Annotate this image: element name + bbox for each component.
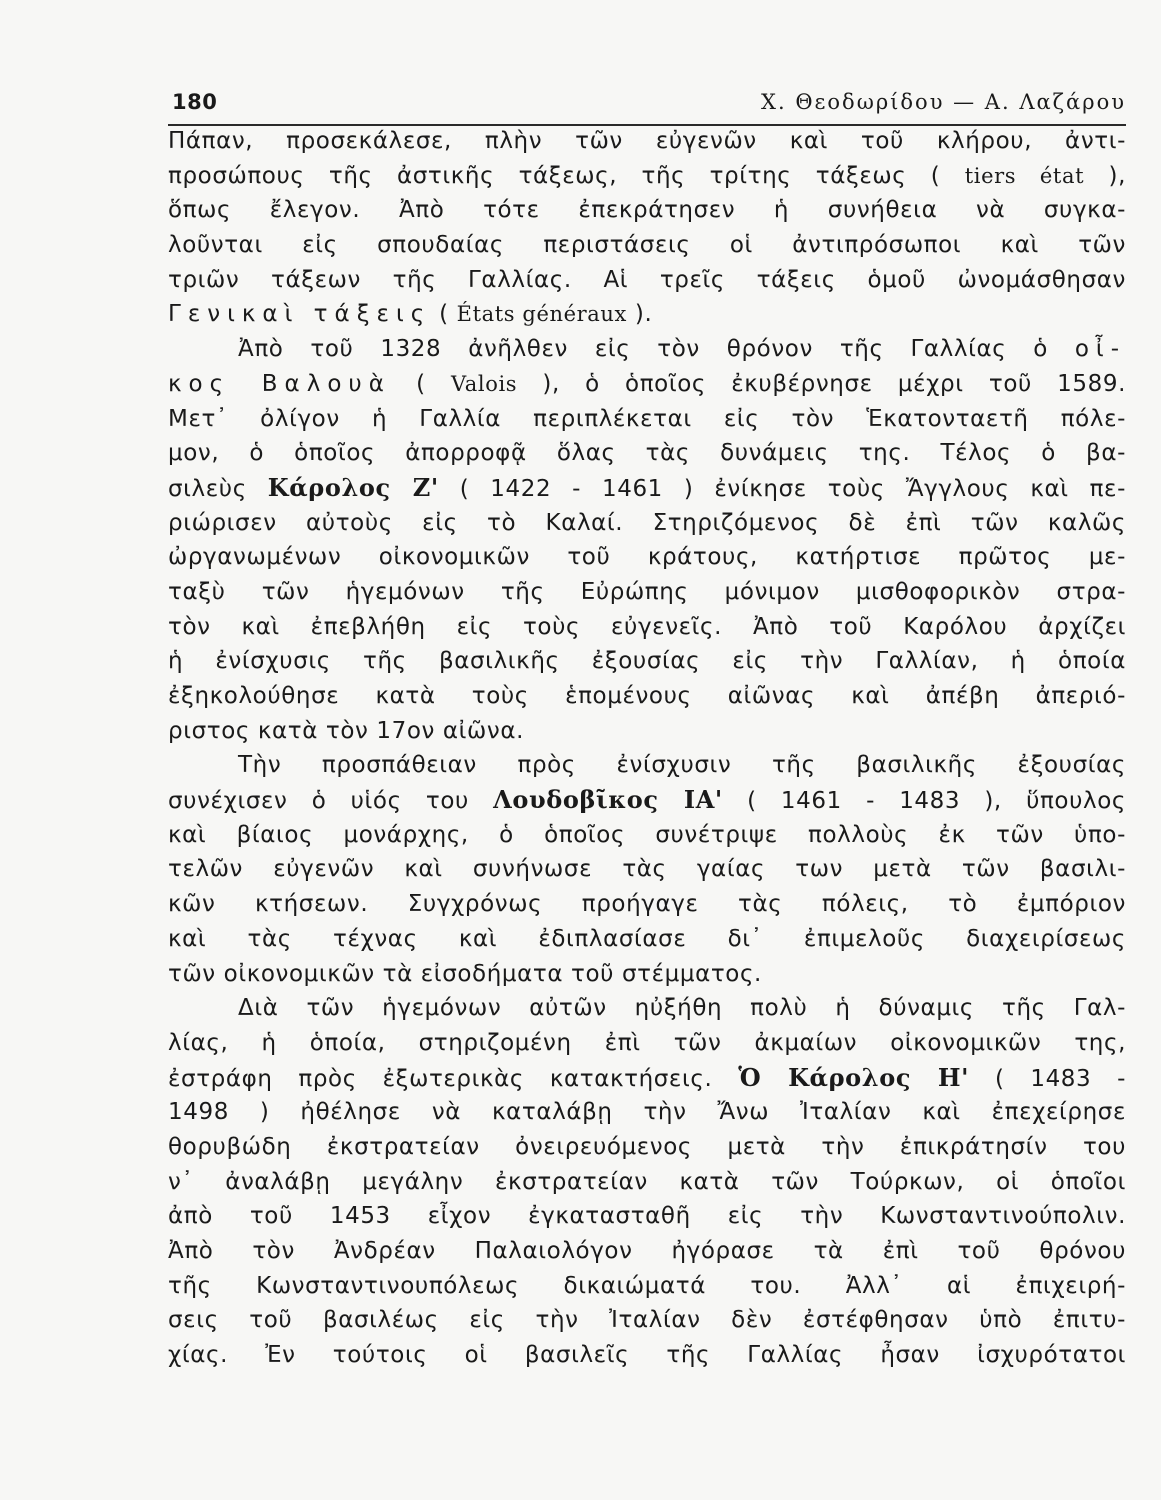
text-line: σιλεὺς Κάρολος Ζ' ( 1422 - 1461 ) ἐνίκησε τοὺς Ἄγγλους καὶ πε- [168,472,1126,502]
text-line: Διὰ τῶν ἡγεμόνων αὐτῶν ηὐξήθη πολὺ ἡ δύναμις τῆς Γαλ- [238,995,1126,1022]
text-line: ἐξηκολούθησε κατὰ τοὺς ἑπομένους αἰῶνας καὶ ἀπέβη ἀπεριό- [168,683,1126,709]
text-line: μον, ὁ ὁποῖος ἀπορροφᾷ ὅλας τὰς δυνάμεις της. Τέλος ὁ βα- [168,440,1126,467]
spaced-term: κος Βαλουὰ [168,370,391,397]
text-line: Μετ᾿ ὀλίγον ἡ Γαλλία περιπλέκεται εἰς τὸν Ἑκατονταετῆ πόλε- [168,405,1126,432]
text-line: τῆς Κωνσταντινουπόλεως δικαιώματά του. Ἀλλ᾿ αἱ ἐπιχειρή- [168,1272,1126,1299]
text-line: 1498 ) ἠθέλησε νὰ καταλάβῃ τὴν Ἄνω Ἰταλίαν καὶ ἐπεχείρησε [168,1099,1126,1126]
text-line: ὅπως ἔλεγον. Ἀπὸ τότε ἐπεκράτησεν ἡ συνήθεια νὰ συγκα- [168,197,1126,224]
latin-term: États généraux [456,302,627,327]
text-line: λοῦνται εἰς σπουδαίας περιστάσεις οἱ ἀντιπρόσωποι καὶ τῶν [168,232,1126,259]
text-line: κῶν κτήσεων. Συγχρόνως προήγαγε τὰς πόλεις, τὸ ἐμπόριον [168,891,1126,918]
king-name: Λουδοβῖκος ΙΑ' [493,785,723,815]
text-line: Ἀπὸ τοῦ 1328 ἀνῆλθεν εἰς τὸν θρόνον τῆς Γαλλίας ὁ οἶ- [238,336,1126,363]
text-line: Τὴν προσπάθειαν πρὸς ἐνίσχυσιν τῆς βασιλικῆς ἐξουσίας [238,752,1126,779]
text-line: χίας. Ἐν τούτοις οἱ βασιλεῖς τῆς Γαλλίας ἦσαν ἰσχυρότατοι [168,1342,1126,1369]
text-line: ἀπὸ τοῦ 1453 εἶχον ἐγκατασταθῆ εἰς τὴν Κωνσταντινούπολιν. [168,1203,1126,1230]
page-header [168,84,1126,126]
spaced-term: Γενικαὶ τάξεις [168,301,432,328]
king-name: Ὁ Κάρολος Η' [738,1062,970,1092]
text-line: ταξὺ τῶν ἡγεμόνων τῆς Εὐρώπης μόνιμον μισθοφορικὸν στρα- [168,578,1126,605]
text-line: τριῶν τάξεων τῆς Γαλλίας. Αἱ τρεῖς τάξεις ὁμοῦ ὠνομάσθησαν [168,266,1126,293]
body-text [168,124,1126,1373]
king-name: Κάρολος Ζ' [267,472,439,502]
text-line: τῶν οἰκονομικῶν τὰ εἰσοδήματα τοῦ στέμματος. [168,960,762,987]
text-line: τελῶν εὐγενῶν καὶ συνήνωσε τὰς γαίας των μετὰ τῶν βασιλι- [168,856,1126,883]
text-line: ν᾿ ἀναλάβῃ μεγάλην ἐκστρατείαν κατὰ τῶν Τούρκων, οἱ ὁποῖοι [168,1168,1126,1195]
text-line: ὠργανωμένων οἰκονομικῶν τοῦ κράτους, κατήρτισε πρῶτος με- [168,544,1126,571]
text-line: τὸν καὶ ἐπεβλήθη εἰς τοὺς εὐγενεῖς. Ἀπὸ τοῦ Καρόλου ἀρχίζει [168,613,1126,640]
text-line: ἡ ἐνίσχυσις τῆς βασιλικῆς ἐξουσίας εἰς τὴν Γαλλίαν, ἡ ὁποία [168,648,1126,675]
text-line: ἐστράφη πρὸς ἐξωτερικὰς κατακτήσεις. Ὁ Κάρολος Η' ( 1483 - [168,1062,1126,1092]
text-line: λίας, ἡ ὁποία, στηριζομένη ἐπὶ τῶν ἀκμαίων οἰκονομικῶν της, [168,1029,1126,1056]
text-line: ριώρισεν αὐτοὺς εἰς τὸ Καλαί. Στηριζόμενος δὲ ἐπὶ τῶν καλῶς [168,509,1126,536]
page-number: 180 [172,90,218,114]
text-line: καὶ βίαιος μονάρχης, ὁ ὁποῖος συνέτριψε πολλοὺς ἐκ τῶν ὑπο- [168,821,1126,848]
latin-term: tiers état [964,163,1085,188]
text-line: Γενικαὶ τάξεις ( États généraux ). [168,301,653,328]
text-line: ριστος κατὰ τὸν 17ον αἰῶνα. [168,717,525,744]
spaced-term: οἶ- [1074,336,1126,363]
text-line: προσώπους τῆς ἀστικῆς τάξεως, τῆς τρίτης τάξεως ( tiers état ), [168,162,1126,189]
latin-term: Valois [450,371,518,396]
text-line: Πάπαν, προσεκάλεσε, πλὴν τῶν εὐγενῶν καὶ τοῦ κλήρου, ἀντι- [168,128,1126,154]
running-head: Χ. Θεοδωρίδου — Α. Λαζάρου [761,90,1126,114]
text-line: θορυβώδη ἐκστρατείαν ὀνειρευόμενος μετὰ τὴν ἐπικράτησίν του [168,1133,1126,1160]
text-line: καὶ τὰς τέχνας καὶ ἐδιπλασίασε δι᾿ ἐπιμελοῦς διαχειρίσεως [168,925,1126,952]
text-line: σεις τοῦ βασιλέως εἰς τὴν Ἰταλίαν δὲν ἐστέφθησαν ὑπὸ ἐπιτυ- [168,1307,1126,1334]
text-line: κος Βαλουὰ ( Valois ), ὁ ὁποῖος ἐκυβέρνησε μέχρι τοῦ 1589. [168,370,1126,397]
text-line: συνέχισεν ὁ υἱός του Λουδοβῖκος ΙΑ' ( 1461 - 1483 ), ὕπουλος [168,785,1126,815]
text-line: Ἀπὸ τὸν Ἀνδρέαν Παλαιολόγον ἠγόρασε τὰ ἐπὶ τοῦ θρόνου [168,1238,1126,1264]
